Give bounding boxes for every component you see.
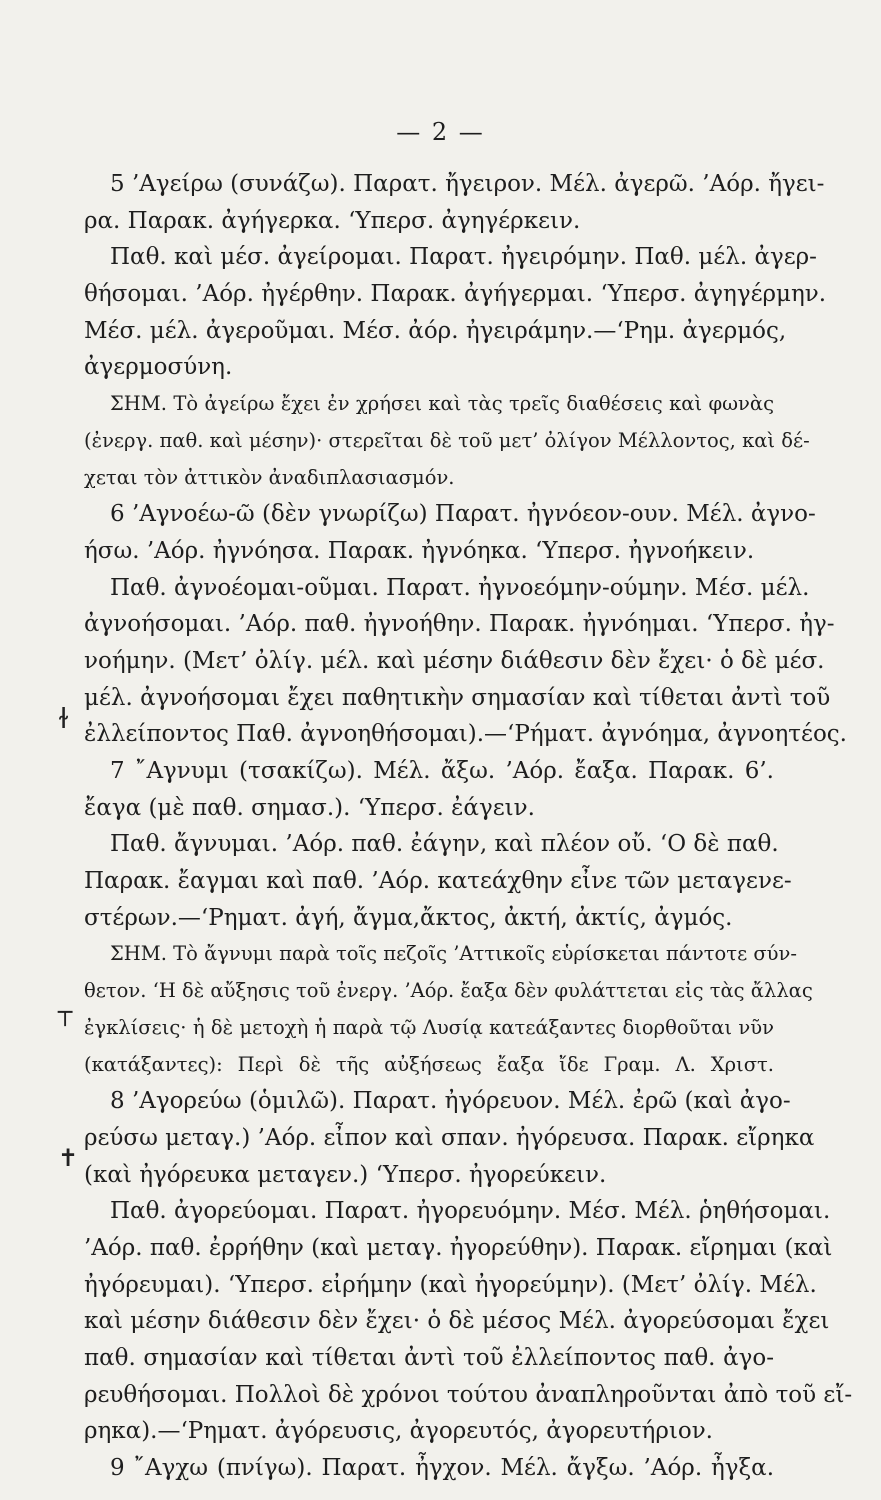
text-line: ήσω. ’Αόρ. ἠγνόησα. Παρακ. ἠγνόηκα. ‘Υπερσ. ἠγνοήκειν. — [84, 537, 755, 564]
text-line: θετον. ‘Η δὲ αὔξησις τοῦ ἐνεργ. ’Αόρ. ἔαξα δὲν φυλάττεται εἰς τὰς ἄλλας — [84, 979, 813, 1003]
text-line: θήσομαι. ’Αόρ. ἠγέρθην. Παρακ. ἀγήγερμαι. ‘Υπερσ. ἀγηγέρμην. — [84, 281, 827, 308]
text-line: (κατάξαντες): Περὶ δὲ τῆς αὐξήσεως ἔαξα ἴδε Γραμ. Λ. Χριστ. — [84, 1052, 774, 1076]
text-line: ἀγνοήσομαι. ’Αόρ. παθ. ἠγνοήθην. Παρακ. ἠγνόημαι. ‘Υπερσ. ἠγ- — [84, 611, 835, 638]
text-line: (καὶ ἠγόρευκα μεταγεν.) ‘Υπερσ. ἠγορεύκειν. — [84, 1161, 607, 1188]
text-line: (ἐνεργ. παθ. καὶ μέσην)· στερεῖται δὲ τοῦ μετ’ ὀλίγον Μέλλοντος, καὶ δέ- — [84, 428, 810, 452]
text-line: ἀγερμοσύνη. — [84, 354, 233, 381]
text-line: 5 ’Αγείρω (συνάζω). Παρατ. ἤγειρον. Μέλ. ἀγερῶ. ’Αόρ. ἤγει- — [110, 171, 825, 197]
text-line: στέρων.—‘Ρηματ. ἀγή, ἄγμα,ἄκτος, ἀκτή, ἀκτίς, ἀγμός. — [84, 904, 733, 931]
text-line: ’Αόρ. παθ. ἐρρήθην (καὶ μεταγ. ἠγορεύθην). Παρακ. εἴρημαι (καὶ — [84, 1234, 833, 1261]
margin-mark-7: ɫ — [58, 702, 70, 735]
text-line: 8 ’Αγορεύω (ὁμιλῶ). Παρατ. ἠγόρευον. Μέλ. ἐρῶ (καὶ ἀγο- — [110, 1088, 791, 1115]
text-line: 6 ’Αγνοέω-ῶ (δὲν γνωρίζω) Παρατ. ἠγνόεον-ουν. Μέλ. ἀγνο- — [110, 501, 816, 528]
text-line: ρευθήσομαι. Πολλοὶ δὲ χρόνοι τούτου ἀναπληροῦνται ἀπὸ τοῦ εἴ- — [84, 1381, 853, 1408]
text-line: ρα. Παρακ. ἀγήγερκα. ‘Υπερσ. ἀγηγέρκειν. — [84, 207, 581, 234]
text-line: ρηκα).—‘Ρηματ. ἀγόρευσις, ἀγορευτός, ἀγορευτήριον. — [84, 1418, 713, 1445]
text-line: ρεύσω μεταγ.) ’Αόρ. εἶπον καὶ σπαν. ἠγόρευσα. Παρακ. εἴρηκα — [84, 1124, 815, 1151]
text-line: ἐγκλίσεις· ἡ δὲ μετοχὴ ἡ παρὰ τῷ Λυσίᾳ κατεάξαντες διορθοῦται νῦν — [84, 1015, 774, 1039]
text-line: 9 ῎Αγχω (πνίγω). Παρατ. ἦγχον. Μέλ. ἄγξω. ’Αόρ. ἦγξα. — [110, 1455, 774, 1482]
text-line: Μέσ. μέλ. ἀγεροῦμαι. Μέσ. ἀόρ. ἠγειράμην.—‘Ρημ. ἀγερμός, — [84, 317, 787, 344]
text-line: χεται τὸν ἀττικὸν ἀναδιπλασιασμόν. — [84, 465, 455, 489]
body-text — [84, 166, 853, 1487]
text-line: Παθ. καὶ μέσ. ἀγείρομαι. Παρατ. ἠγειρόμην. Παθ. μέλ. ἀγερ- — [110, 244, 817, 271]
text-line: ΣΗΜ. Τὸ ἄγνυμι παρὰ τοῖς πεζοῖς ’Αττικοῖς εὑρίσκεται πάντοτε σύν- — [110, 942, 797, 966]
text-line: παθ. σημασίαν καὶ τίθεται ἀντὶ τοῦ ἐλλείποντος παθ. ἀγο- — [84, 1345, 774, 1371]
text-line: 7 ῎Αγνυμι (τσακίζω). Μέλ. ἄξω. ’Αόρ. ἔαξα. Παρακ. 6’. — [110, 758, 774, 784]
text-line: μέλ. ἀγνοήσομαι ἔχει παθητικὴν σημασίαν καὶ τίθεται ἀντὶ τοῦ — [84, 684, 831, 711]
text-line: Παρακ. ἔαγμαι καὶ παθ. ’Αόρ. κατεάχθην εἶνε τῶν μεταγενε- — [84, 868, 792, 895]
text-line: καὶ μέσην διάθεσιν δὲν ἔχει· ὁ δὲ μέσος Μέλ. ἀγορεύσομαι ἔχει — [84, 1308, 830, 1335]
text-line: Παθ. ἄγνυμαι. ’Αόρ. παθ. ἐάγην, καὶ πλέον οὔ. ‘Ο δὲ παθ. — [110, 831, 779, 858]
text-line: νοήμην. (Μετ’ ὀλίγ. μέλ. καὶ μέσην διάθεσιν δὲν ἔχει· ὁ δὲ μέσ. — [84, 647, 825, 674]
page-number: — 2 — — [396, 118, 485, 146]
margin-mark-8: ┬ — [58, 998, 73, 1026]
text-line: Παθ. ἀγορεύομαι. Παρατ. ἠγορευόμην. Μέσ. Μέλ. ῥηθήσομαι. — [110, 1198, 831, 1225]
text-line: Παθ. ἀγνοέομαι-οῦμαι. Παρατ. ἠγνοεόμην-ούμην. Μέσ. μέλ. — [110, 574, 810, 601]
margin-mark-9: ✝ — [58, 1144, 79, 1172]
text-line: ΣΗΜ. Τὸ ἀγείρω ἔχει ἐν χρήσει καὶ τὰς τρεῖς διαθέσεις καὶ φωνὰς — [110, 392, 774, 416]
text-line: ἔαγα (μὲ παθ. σημασ.). ‘Υπερσ. ἐάγειν. — [84, 794, 535, 821]
text-line: ἐλλείποντος Παθ. ἀγνοηθήσομαι).—‘Ρήματ. ἀγνόημα, ἀγνοητέος. — [84, 721, 847, 748]
text-line: ἠγόρευμαι). ‘Υπερσ. εἰρήμην (καὶ ἠγορεύμην). (Μετ’ ὀλίγ. Μέλ. — [84, 1271, 817, 1298]
